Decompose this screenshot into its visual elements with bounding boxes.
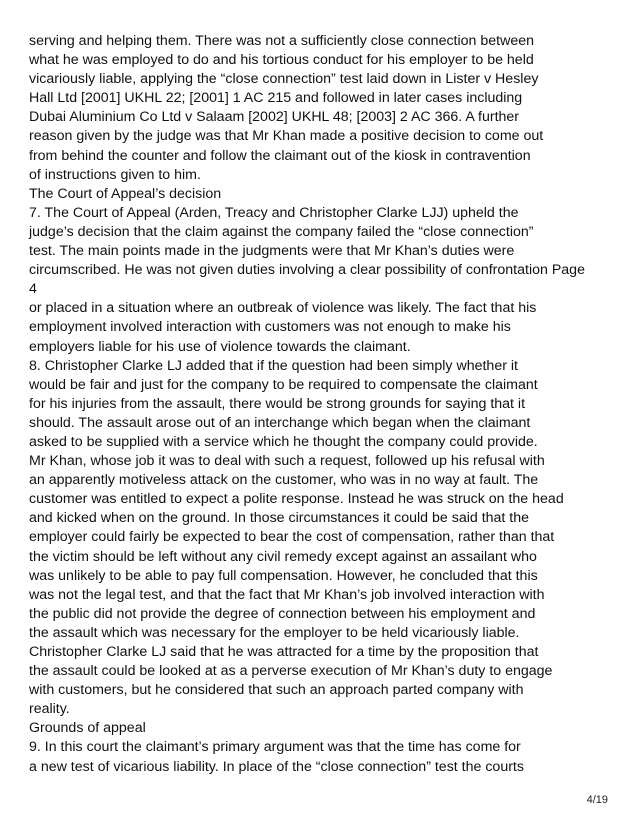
text-line: judge’s decision that the claim against the company failed the “close connection” [29, 223, 534, 240]
text-line: was unlikely to be able to pay full compensation. However, he concluded that this [29, 567, 538, 584]
text-line: Christopher Clarke LJ said that he was attracted for a time by the proposition that [29, 644, 539, 660]
text-line: would be fair and just for the company to be required to compensate the claimant [29, 376, 538, 393]
text-line: 9. In this court the claimant’s primary argument was that the time has come for [29, 739, 521, 756]
text-line: should. The assault arose out of an interchange which began when the claimant [29, 414, 531, 431]
text-line: circumscribed. He was not given duties involving a clear possibility of confrontation Page [29, 262, 585, 279]
text-line: for his injuries from the assault, there would be strong grounds for saying that it [29, 395, 526, 412]
text-line: with customers, but he considered that such an approach parted company with [29, 682, 524, 699]
text-line: test. The main points made in the judgments were that Mr Khan’s duties were [29, 243, 515, 260]
text-line: the assault could be looked at as a perverse execution of Mr Khan’s duty to engage [29, 663, 553, 680]
text-line: was not the legal test, and that the fact that Mr Khan’s job involved interaction with [29, 586, 545, 603]
text-line: 7. The Court of Appeal (Arden, Treacy and Christopher Clarke LJJ) upheld the [29, 204, 519, 221]
text-line: serving and helping them. There was not a sufficiently close connection between [29, 33, 535, 49]
text-line: asked to be supplied with a service which he thought the company could provide. [29, 433, 538, 450]
text-line: what he was employed to do and his tortious conduct for his employer to be held [29, 52, 534, 69]
text-line: Hall Ltd [2001] UKHL 22; [2001] 1 AC 215 and followed in later cases including [29, 90, 523, 107]
text-line: a new test of vicarious liability. In place of the “close connection” test the courts [29, 758, 524, 775]
text-line: customer was entitled to expect a polite response. Instead he was struck on the head [29, 491, 564, 508]
document-body [29, 32, 629, 777]
page-number: 4/19 [586, 794, 608, 806]
text-line: employment involved interaction with customers was not enough to make his [29, 319, 511, 336]
text-line: reality. [29, 701, 70, 718]
text-line: Dubai Aluminium Co Ltd v Salaam [2002] UKHL 48; [2003] 2 AC 366. A further [29, 109, 520, 126]
text-line: the public did not provide the degree of connection between his employment and [29, 605, 536, 622]
text-line: 8. Christopher Clarke LJ added that if the question had been simply whether it [29, 357, 518, 374]
text-line: employer could fairly be expected to bear the cost of compensation, rather than that [29, 529, 555, 546]
text-line: and kicked when on the ground. In those circumstances it could be said that the [29, 510, 530, 527]
text-line: reason given by the judge was that Mr Khan made a positive decision to come out [29, 128, 544, 145]
text-line: Mr Khan, whose job it was to deal with such a request, followed up his refusal with [29, 453, 545, 470]
text-line: vicariously liable, applying the “close connection” test laid down in Lister v Hesley [29, 71, 539, 88]
text-line: 4 [29, 281, 37, 298]
text-line: an apparently motiveless attack on the customer, who was in no way at fault. The [29, 472, 539, 489]
text-line: The Court of Appeal’s decision [29, 185, 222, 202]
text-line: the assault which was necessary for the employer to be held vicariously liable. [29, 624, 520, 641]
text-line: of instructions given to him. [29, 166, 201, 183]
text-line: employers liable for his use of violence towards the claimant. [29, 338, 411, 355]
text-line: or placed in a situation where an outbreak of violence was likely. The fact that his [29, 300, 537, 317]
text-line: from behind the counter and follow the claimant out of the kiosk in contravention [29, 147, 531, 164]
text-line: Grounds of appeal [29, 720, 146, 737]
text-line: the victim should be left without any civil remedy except against an assailant who [29, 548, 537, 565]
